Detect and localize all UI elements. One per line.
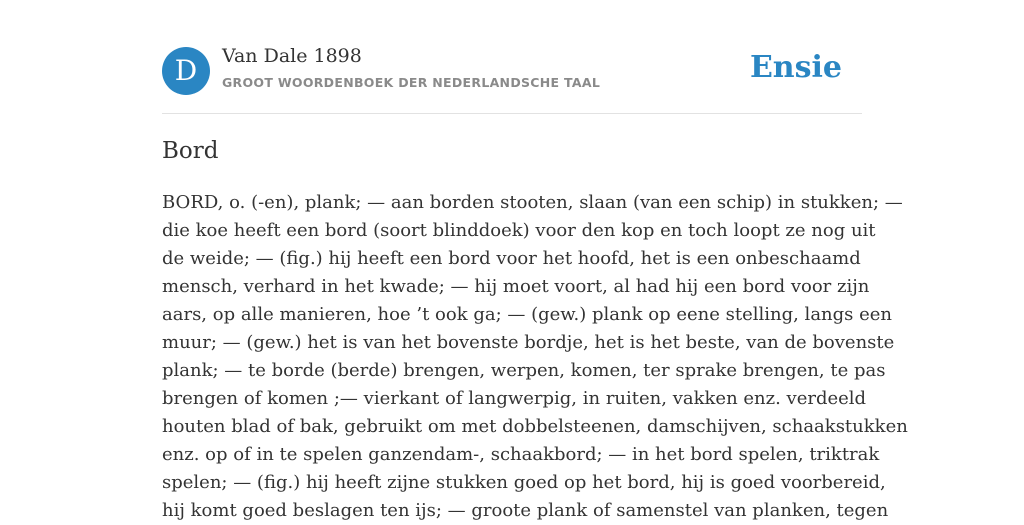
definition-line: muur; — (gew.) het is van het bovenste bordje, het is het beste, van de bovenste (162, 332, 895, 353)
definition-line: brengen of komen ;— vierkant of langwerpig, in ruiten, vakken enz. verdeeld (162, 388, 867, 409)
definition-line: de weide; — (fig.) hij heeft een bord voor het hoofd, het is een onbeschaamd (162, 248, 861, 269)
definition-line: die koe heeft een bord (soort blinddoek) voor den kop en toch loopt ze nog uit (162, 220, 876, 241)
page-container (162, 0, 908, 521)
definition-line: enz. op of in te spelen ganzendam-, schaakbord; — in het bord spelen, triktrak (162, 444, 880, 465)
definition-line: hij komt goed beslagen ten ijs; — groote plank of samenstel van planken, tegen (162, 500, 889, 521)
definition-line: BORD, o. (-en), plank; — aan borden stooten, slaan (van een schip) in stukken; — (162, 192, 903, 213)
definition-line: houten blad of bak, gebruikt om met dobbelsteenen, damschijven, schaakstukken (162, 416, 908, 437)
definition-line: mensch, verhard in het kwade; — hij moet voort, al had hij een bord voor zijn (162, 276, 870, 297)
definition-line: spelen; — (fig.) hij heeft zijne stukken goed op het bord, hij is goed voorbereid, (162, 472, 886, 493)
dictionary-header (162, 0, 862, 114)
ensie-logo[interactable]: Ensie (749, 50, 842, 85)
entry-definition (162, 189, 908, 525)
dictionary-avatar[interactable]: D (162, 47, 210, 95)
definition-line: plank; — te borde (berde) brengen, werpen, komen, ter sprake brengen, te pas (162, 360, 886, 381)
dictionary-name[interactable]: Van Dale 1898 (222, 45, 362, 67)
definition-line: aars, op alle manieren, hoe ’t ook ga; — (gew.) plank op eene stelling, langs een (162, 304, 893, 325)
entry-title: Bord (162, 138, 219, 164)
dictionary-subtitle: GROOT WOORDENBOEK DER NEDERLANDSCHE TAAL (222, 75, 601, 90)
